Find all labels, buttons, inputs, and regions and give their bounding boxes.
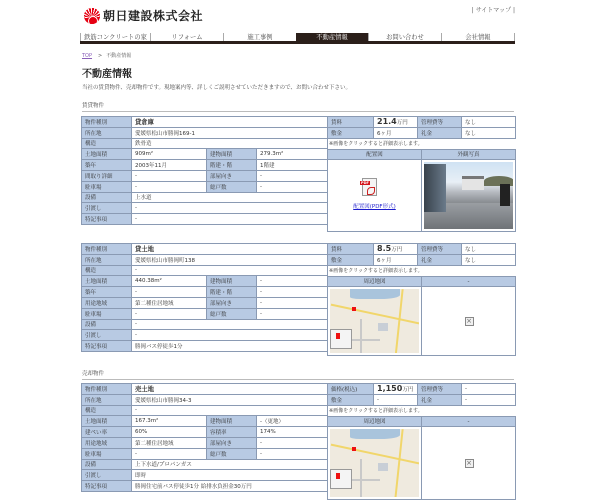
nav-item-real-estate[interactable]: 不動産情報 bbox=[296, 33, 368, 41]
value-building-area: 279.3m² bbox=[257, 149, 328, 160]
broken-image-icon: × bbox=[466, 317, 472, 325]
property-3-detail-table bbox=[81, 383, 328, 492]
property-3-price-table bbox=[327, 383, 516, 406]
label-units: 総戸数 bbox=[207, 181, 257, 192]
value-price: 1,150万円 bbox=[374, 384, 418, 395]
value-units: - bbox=[257, 448, 328, 459]
label-structure: 構造 bbox=[82, 405, 132, 416]
value-units: - bbox=[257, 181, 328, 192]
nav-item-contact[interactable]: お問い合わせ bbox=[368, 33, 441, 41]
value-land-area: 909m² bbox=[132, 149, 207, 160]
label-zoning: 用途地域 bbox=[82, 297, 132, 308]
broken-image-icon: × bbox=[466, 459, 472, 467]
label-floor-area-ratio: 容積率 bbox=[207, 427, 257, 438]
image-click-note: ※画像をクリックすると詳細表示します。 bbox=[329, 141, 423, 147]
label-handover: 引渡し bbox=[82, 203, 132, 214]
property-2-detail-table bbox=[81, 243, 328, 352]
value-key-money: なし bbox=[462, 127, 516, 138]
label-parking: 駐車場 bbox=[82, 448, 132, 459]
label-structure: 構造 bbox=[82, 265, 132, 276]
label-direction: 部屋向き bbox=[207, 437, 257, 448]
label-type: 物件種別 bbox=[82, 117, 132, 128]
value-remarks: 勝岡バス停徒歩1分 bbox=[132, 341, 328, 352]
value-age: 2003年11月 bbox=[132, 160, 207, 171]
value-mgmt-fee: なし bbox=[462, 244, 516, 255]
value-direction: - bbox=[257, 297, 328, 308]
label-age: 築年 bbox=[82, 287, 132, 298]
section-heading-rental: 賃貸物件 bbox=[82, 101, 514, 112]
value-deposit: 6ヶ月 bbox=[374, 254, 418, 265]
property-1-detail-table bbox=[81, 116, 328, 225]
pdf-file-icon[interactable] bbox=[362, 178, 377, 196]
label-layout: 間取り詳細 bbox=[82, 170, 132, 181]
value-facilities: 上下水道/プロパンガス bbox=[132, 459, 328, 470]
breadcrumb-separator: > bbox=[98, 53, 103, 59]
value-rent: 8.5万円 bbox=[374, 244, 418, 255]
image-click-note: ※画像をクリックすると詳細表示します。 bbox=[329, 408, 423, 414]
label-structure: 構造 bbox=[82, 138, 132, 149]
label-remarks: 特記事項 bbox=[82, 481, 132, 492]
value-remarks: - bbox=[132, 214, 328, 225]
value-parking: - bbox=[132, 308, 207, 319]
value-land-area: 167.3m² bbox=[132, 416, 207, 427]
label-mgmt-fee: 管理費等 bbox=[418, 244, 462, 255]
sitemap-link[interactable]: | サイトマップ | bbox=[471, 7, 515, 14]
sunrise-logo-icon bbox=[84, 8, 100, 24]
value-parking: - bbox=[132, 448, 207, 459]
label-key-money: 礼金 bbox=[418, 254, 462, 265]
page-title: 不動産情報 bbox=[82, 69, 132, 80]
value-key-money: なし bbox=[462, 254, 516, 265]
label-building-area: 建物面積 bbox=[207, 416, 257, 427]
label-price: 価格(税込) bbox=[328, 384, 374, 395]
value-facilities: 上水道 bbox=[132, 192, 328, 203]
property-2-price-table bbox=[327, 243, 516, 266]
breadcrumb-top-link[interactable]: TOP bbox=[82, 53, 93, 59]
property-1-media bbox=[327, 149, 516, 232]
label-units: 総戸数 bbox=[207, 448, 257, 459]
label-parking: 駐車場 bbox=[82, 308, 132, 319]
exterior-photo-header: 外観写真 bbox=[422, 150, 515, 160]
label-handover: 引渡し bbox=[82, 330, 132, 341]
nav-item-company[interactable]: 会社情報 bbox=[441, 33, 515, 41]
value-handover: 即時 bbox=[132, 470, 328, 481]
breadcrumb bbox=[82, 52, 131, 59]
label-coverage-ratio: 建ぺい率 bbox=[82, 427, 132, 438]
exterior-photo-image[interactable] bbox=[424, 162, 513, 229]
value-layout: - bbox=[132, 170, 207, 181]
area-map-column bbox=[328, 277, 421, 355]
value-facilities: - bbox=[132, 319, 328, 330]
area-map-body bbox=[328, 287, 421, 355]
area-map-body bbox=[328, 427, 421, 499]
value-direction: - bbox=[257, 437, 328, 448]
value-deposit: - bbox=[374, 394, 418, 405]
layout-plan-pdf-link[interactable]: 配置図(PDF形式) bbox=[353, 204, 396, 210]
company-logo[interactable] bbox=[84, 7, 203, 24]
label-age: 築年 bbox=[82, 160, 132, 171]
value-coverage-ratio: 60% bbox=[132, 427, 207, 438]
label-remarks: 特記事項 bbox=[82, 214, 132, 225]
value-zoning: 第二種住居地域 bbox=[132, 437, 207, 448]
empty-media-header: - bbox=[422, 277, 515, 287]
value-floor-area-ratio: 174% bbox=[257, 427, 328, 438]
nav-item-rc-house[interactable]: 鉄筋コンクリートの家 bbox=[80, 33, 150, 41]
property-3-media bbox=[327, 416, 516, 500]
property-2-media bbox=[327, 276, 516, 356]
label-deposit: 敷金 bbox=[328, 254, 374, 265]
value-units: - bbox=[257, 308, 328, 319]
label-mgmt-fee: 管理費等 bbox=[418, 384, 462, 395]
label-direction: 部屋向き bbox=[207, 170, 257, 181]
label-zoning: 用途地域 bbox=[82, 437, 132, 448]
label-facilities: 設備 bbox=[82, 319, 132, 330]
label-rent: 賃料 bbox=[328, 117, 374, 128]
label-remarks: 特記事項 bbox=[82, 341, 132, 352]
value-direction: - bbox=[257, 170, 328, 181]
exterior-photo-body bbox=[422, 160, 515, 231]
value-address: 愛媛県松山市勝岡169-1 bbox=[132, 127, 328, 138]
area-map-image[interactable] bbox=[330, 289, 419, 353]
empty-media-column bbox=[421, 417, 515, 499]
company-name: 朝日建設株式会社 bbox=[103, 9, 204, 23]
area-map-header: 周辺地図 bbox=[328, 277, 421, 287]
empty-media-header: - bbox=[422, 417, 515, 427]
value-parking: - bbox=[132, 181, 207, 192]
exterior-photo-column bbox=[421, 150, 515, 231]
area-map-image[interactable] bbox=[330, 429, 419, 497]
value-structure: - bbox=[132, 265, 328, 276]
value-floors: - bbox=[257, 287, 328, 298]
label-floors: 階建・階 bbox=[207, 160, 257, 171]
label-key-money: 礼金 bbox=[418, 127, 462, 138]
value-type: 売土地 bbox=[132, 384, 328, 395]
value-building-area: - bbox=[257, 276, 328, 287]
label-units: 総戸数 bbox=[207, 308, 257, 319]
breadcrumb-current: 不動産情報 bbox=[106, 53, 132, 59]
label-land-area: 土地面積 bbox=[82, 416, 132, 427]
label-floors: 階建・階 bbox=[207, 287, 257, 298]
image-click-note: ※画像をクリックすると詳細表示します。 bbox=[329, 268, 423, 274]
property-1-price-table bbox=[327, 116, 516, 139]
site-header bbox=[80, 0, 515, 28]
empty-media-column bbox=[421, 277, 515, 355]
label-rent: 賃料 bbox=[328, 244, 374, 255]
label-building-area: 建物面積 bbox=[207, 149, 257, 160]
area-map-header: 周辺地図 bbox=[328, 417, 421, 427]
value-mgmt-fee: - bbox=[462, 384, 516, 395]
label-address: 所在地 bbox=[82, 127, 132, 138]
label-building-area: 建物面積 bbox=[207, 276, 257, 287]
area-map-column bbox=[328, 417, 421, 499]
value-building-area: -（更地） bbox=[257, 416, 328, 427]
label-mgmt-fee: 管理費等 bbox=[418, 117, 462, 128]
label-address: 所在地 bbox=[82, 394, 132, 405]
value-remarks: 勝岡住宅前バス停徒歩1分 給排水負担金30万円 bbox=[132, 481, 328, 492]
layout-plan-column bbox=[328, 150, 421, 231]
value-age: - bbox=[132, 287, 207, 298]
value-handover: - bbox=[132, 203, 328, 214]
label-type: 物件種別 bbox=[82, 384, 132, 395]
value-land-area: 440.38m² bbox=[132, 276, 207, 287]
label-address: 所在地 bbox=[82, 254, 132, 265]
label-deposit: 敷金 bbox=[328, 127, 374, 138]
value-key-money: - bbox=[462, 394, 516, 405]
value-address: 愛媛県松山市勝岡34-3 bbox=[132, 394, 328, 405]
value-structure: - bbox=[132, 405, 328, 416]
value-rent: 21.4万円 bbox=[374, 117, 418, 128]
page-container bbox=[80, 0, 515, 491]
nav-item-works[interactable]: 施工事例 bbox=[223, 33, 296, 41]
label-parking: 駐車場 bbox=[82, 181, 132, 192]
nav-item-reform[interactable]: リフォーム bbox=[150, 33, 223, 41]
label-deposit: 敷金 bbox=[328, 394, 374, 405]
label-key-money: 礼金 bbox=[418, 394, 462, 405]
label-land-area: 土地面積 bbox=[82, 276, 132, 287]
value-floors: 1階建 bbox=[257, 160, 328, 171]
label-direction: 部屋向き bbox=[207, 297, 257, 308]
value-zoning: 第二種住居地域 bbox=[132, 297, 207, 308]
label-handover: 引渡し bbox=[82, 470, 132, 481]
label-facilities: 設備 bbox=[82, 192, 132, 203]
value-type: 貸倉庫 bbox=[132, 117, 328, 128]
label-type: 物件種別 bbox=[82, 244, 132, 255]
layout-plan-header: 配置図 bbox=[328, 150, 421, 160]
global-nav bbox=[80, 33, 515, 44]
value-structure: 鉄骨造 bbox=[132, 138, 328, 149]
layout-plan-body bbox=[328, 160, 421, 231]
section-heading-sale: 売却物件 bbox=[82, 369, 514, 380]
value-mgmt-fee: なし bbox=[462, 117, 516, 128]
page-lead-text: 当社の賃貸物件、売却物件です。現地案内等、詳しくご説明させていただきますので、お問い合わせ下さい。 bbox=[82, 85, 351, 91]
value-address: 愛媛県松山市勝岡町138 bbox=[132, 254, 328, 265]
value-deposit: 6ヶ月 bbox=[374, 127, 418, 138]
label-facilities: 設備 bbox=[82, 459, 132, 470]
label-land-area: 土地面積 bbox=[82, 149, 132, 160]
value-type: 貸土地 bbox=[132, 244, 328, 255]
value-handover: - bbox=[132, 330, 328, 341]
